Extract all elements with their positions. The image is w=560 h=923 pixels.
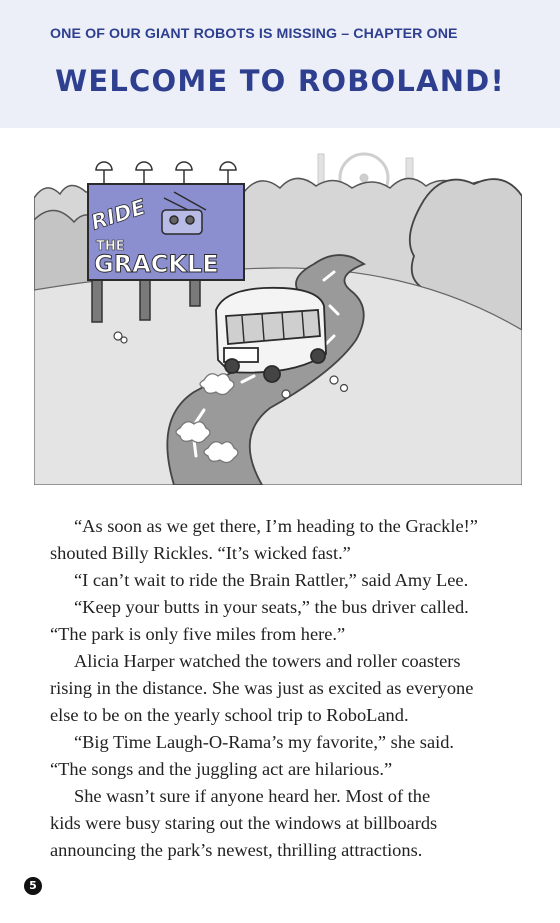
story-line: else to be on the yearly school trip to RoboLand. <box>50 705 409 725</box>
story-line: Alicia Harper watched the towers and roller coasters <box>74 651 461 671</box>
story-line: shouted Billy Rickles. “It’s wicked fast.” <box>50 543 351 563</box>
story-line: “Big Time Laugh-O-Rama’s my favorite,” she said. <box>74 732 455 752</box>
story-line: “The park is only five miles from here.” <box>50 624 346 644</box>
story-line: announcing the park’s newest, thrilling attractions. <box>50 840 423 860</box>
story-line: “The songs and the juggling act are hilarious.” <box>50 759 393 779</box>
story-text <box>50 513 520 864</box>
billboard-line3: GRACKLE <box>94 250 219 278</box>
chapter-header <box>0 0 560 128</box>
story-line: kids were busy staring out the windows at billboards <box>50 813 438 833</box>
story-line: “As soon as we get there, I’m heading to the Grackle!” <box>74 516 478 536</box>
bus-road-illustration <box>34 140 522 485</box>
story-line: “Keep your butts in your seats,” the bus driver called. <box>74 597 469 617</box>
chapter-title: WELCOME TO ROBOLAND! <box>55 64 505 98</box>
story-line: She wasn’t sure if anyone heard her. Most of the <box>74 786 431 806</box>
story-line: rising in the distance. She was just as excited as everyone <box>50 678 474 698</box>
billboard-line2: THE <box>96 239 125 254</box>
story-line: “I can’t wait to ride the Brain Rattler,” said Amy Lee. <box>74 570 469 590</box>
billboard-line1: RIDE <box>88 194 149 235</box>
page-number: 5 <box>24 877 42 895</box>
running-head: ONE OF OUR GIANT ROBOTS IS MISSING – CHAPTER ONE <box>50 26 458 42</box>
